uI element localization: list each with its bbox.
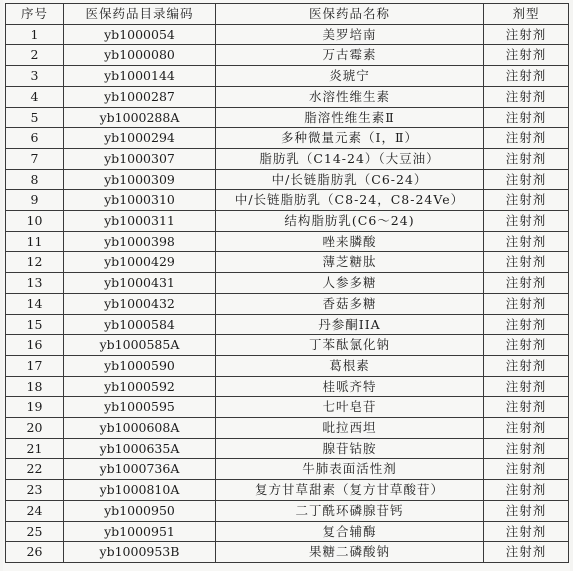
- row-dosage-form: 注射剂: [484, 148, 569, 169]
- row-serial: 24: [6, 500, 64, 521]
- row-drug-name: 中/长链脂肪乳（C8-24，C8-24Ve）: [216, 190, 484, 211]
- row-drug-name: 果糖二磷酸钠: [216, 542, 484, 563]
- row-drug-name: 吡拉西坦: [216, 418, 484, 439]
- table-row: [6, 148, 569, 169]
- table-header-row: [6, 4, 569, 25]
- row-code: yb1000398: [64, 231, 216, 252]
- row-drug-name: 七叶皂苷: [216, 397, 484, 418]
- row-dosage-form: 注射剂: [484, 376, 569, 397]
- row-serial: 20: [6, 418, 64, 439]
- table-row: [6, 86, 569, 107]
- row-drug-name: 薄芝糖肽: [216, 252, 484, 273]
- row-code: yb1000311: [64, 211, 216, 232]
- row-code: yb1000953B: [64, 542, 216, 563]
- row-drug-name: 丁苯酞氯化钠: [216, 335, 484, 356]
- row-dosage-form: 注射剂: [484, 418, 569, 439]
- row-drug-name: 脂肪乳（C14-24）（大豆油）: [216, 148, 484, 169]
- row-serial: 9: [6, 190, 64, 211]
- row-code: yb1000287: [64, 86, 216, 107]
- row-serial: 12: [6, 252, 64, 273]
- table-row: [6, 293, 569, 314]
- row-dosage-form: 注射剂: [484, 128, 569, 149]
- row-serial: 11: [6, 231, 64, 252]
- row-drug-name: 结构脂肪乳(C6～24): [216, 211, 484, 232]
- row-drug-name: 人参多糖: [216, 273, 484, 294]
- header-code: 医保药品目录编码: [64, 4, 216, 25]
- row-dosage-form: 注射剂: [484, 190, 569, 211]
- row-drug-name: 香菇多糖: [216, 293, 484, 314]
- row-drug-name: 二丁酰环磷腺苷钙: [216, 500, 484, 521]
- row-serial: 25: [6, 521, 64, 542]
- header-dosage-form: 剂型: [484, 4, 569, 25]
- row-dosage-form: 注射剂: [484, 107, 569, 128]
- row-dosage-form: 注射剂: [484, 521, 569, 542]
- row-serial: 17: [6, 355, 64, 376]
- row-dosage-form: 注射剂: [484, 480, 569, 501]
- header-drug-name: 医保药品名称: [216, 4, 484, 25]
- table-row: [6, 314, 569, 335]
- row-serial: 15: [6, 314, 64, 335]
- table-row: [6, 211, 569, 232]
- row-dosage-form: 注射剂: [484, 355, 569, 376]
- row-serial: 1: [6, 24, 64, 45]
- row-code: yb1000429: [64, 252, 216, 273]
- row-dosage-form: 注射剂: [484, 211, 569, 232]
- row-serial: 2: [6, 45, 64, 66]
- row-serial: 22: [6, 459, 64, 480]
- row-drug-name: 万古霉素: [216, 45, 484, 66]
- row-drug-name: 牛肺表面活性剂: [216, 459, 484, 480]
- row-serial: 19: [6, 397, 64, 418]
- table-row: [6, 521, 569, 542]
- row-dosage-form: 注射剂: [484, 252, 569, 273]
- row-code: yb1000080: [64, 45, 216, 66]
- row-code: yb1000736A: [64, 459, 216, 480]
- drug-list-table: [5, 3, 569, 563]
- row-serial: 16: [6, 335, 64, 356]
- table-row: [6, 128, 569, 149]
- row-serial: 3: [6, 66, 64, 87]
- row-code: yb1000595: [64, 397, 216, 418]
- row-code: yb1000288A: [64, 107, 216, 128]
- row-serial: 26: [6, 542, 64, 563]
- row-serial: 21: [6, 438, 64, 459]
- table-row: [6, 480, 569, 501]
- row-serial: 8: [6, 169, 64, 190]
- row-serial: 13: [6, 273, 64, 294]
- row-code: yb1000590: [64, 355, 216, 376]
- row-code: yb1000810A: [64, 480, 216, 501]
- table-row: [6, 500, 569, 521]
- row-serial: 6: [6, 128, 64, 149]
- row-dosage-form: 注射剂: [484, 438, 569, 459]
- row-code: yb1000592: [64, 376, 216, 397]
- row-code: yb1000307: [64, 148, 216, 169]
- row-dosage-form: 注射剂: [484, 542, 569, 563]
- row-dosage-form: 注射剂: [484, 273, 569, 294]
- document-sheet: [3, 0, 570, 571]
- row-dosage-form: 注射剂: [484, 231, 569, 252]
- row-drug-name: 脂溶性维生素Ⅱ: [216, 107, 484, 128]
- row-code: yb1000431: [64, 273, 216, 294]
- row-drug-name: 桂哌齐特: [216, 376, 484, 397]
- table-row: [6, 169, 569, 190]
- row-serial: 7: [6, 148, 64, 169]
- table-row: [6, 542, 569, 563]
- row-code: yb1000294: [64, 128, 216, 149]
- row-dosage-form: 注射剂: [484, 500, 569, 521]
- table-row: [6, 397, 569, 418]
- row-dosage-form: 注射剂: [484, 66, 569, 87]
- table-row: [6, 459, 569, 480]
- table-row: [6, 231, 569, 252]
- row-serial: 14: [6, 293, 64, 314]
- table-row: [6, 376, 569, 397]
- row-serial: 18: [6, 376, 64, 397]
- row-code: yb1000144: [64, 66, 216, 87]
- row-code: yb1000585A: [64, 335, 216, 356]
- table-row: [6, 252, 569, 273]
- table-row: [6, 24, 569, 45]
- row-dosage-form: 注射剂: [484, 45, 569, 66]
- row-drug-name: 腺苷钴胺: [216, 438, 484, 459]
- table-row: [6, 355, 569, 376]
- table-row: [6, 66, 569, 87]
- row-code: yb1000054: [64, 24, 216, 45]
- table-row: [6, 45, 569, 66]
- row-code: yb1000608A: [64, 418, 216, 439]
- row-dosage-form: 注射剂: [484, 86, 569, 107]
- row-dosage-form: 注射剂: [484, 314, 569, 335]
- row-code: yb1000635A: [64, 438, 216, 459]
- row-dosage-form: 注射剂: [484, 459, 569, 480]
- row-code: yb1000950: [64, 500, 216, 521]
- table-row: [6, 273, 569, 294]
- row-drug-name: 丹参酮IIA: [216, 314, 484, 335]
- row-code: yb1000951: [64, 521, 216, 542]
- row-drug-name: 多种微量元素（Ⅰ，Ⅱ）: [216, 128, 484, 149]
- row-serial: 23: [6, 480, 64, 501]
- table-row: [6, 335, 569, 356]
- row-drug-name: 葛根素: [216, 355, 484, 376]
- row-drug-name: 炎琥宁: [216, 66, 484, 87]
- row-serial: 4: [6, 86, 64, 107]
- row-dosage-form: 注射剂: [484, 397, 569, 418]
- row-serial: 10: [6, 211, 64, 232]
- row-dosage-form: 注射剂: [484, 169, 569, 190]
- row-code: yb1000309: [64, 169, 216, 190]
- row-serial: 5: [6, 107, 64, 128]
- row-drug-name: 复方甘草甜素（复方甘草酸苷）: [216, 480, 484, 501]
- row-drug-name: 中/长链脂肪乳（C6-24）: [216, 169, 484, 190]
- row-code: yb1000432: [64, 293, 216, 314]
- row-drug-name: 复合辅酶: [216, 521, 484, 542]
- row-drug-name: 美罗培南: [216, 24, 484, 45]
- row-dosage-form: 注射剂: [484, 293, 569, 314]
- table-row: [6, 107, 569, 128]
- table-row: [6, 418, 569, 439]
- row-code: yb1000310: [64, 190, 216, 211]
- row-dosage-form: 注射剂: [484, 335, 569, 356]
- table-row: [6, 190, 569, 211]
- header-serial: 序号: [6, 4, 64, 25]
- row-dosage-form: 注射剂: [484, 24, 569, 45]
- row-drug-name: 水溶性维生素: [216, 86, 484, 107]
- row-code: yb1000584: [64, 314, 216, 335]
- row-drug-name: 唑来膦酸: [216, 231, 484, 252]
- table-row: [6, 438, 569, 459]
